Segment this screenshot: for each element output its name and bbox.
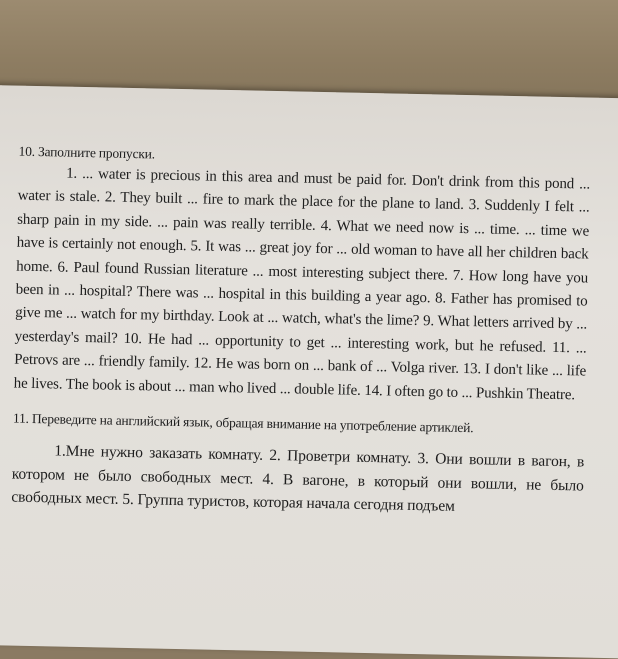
textbook-page (0, 85, 618, 658)
exercise-10-text (13, 162, 590, 408)
exercise-11-body: 1.Мне нужно заказать комнату. 2. Проветри комнату. 3. Они вошли в вагон, в котором не было свободных мест. 4. В вагоне, в который они вошли, не было свободных мест. 5. Группа туристов, которая начала сегодня подъем (11, 442, 585, 516)
exercise-11-heading: 11. Переведите на английский язык, обращая внимание на употребление артиклей. (12, 410, 474, 436)
exercise-10-heading: 10. Заполните пропуски. (18, 143, 156, 162)
page-content (11, 144, 591, 522)
exercise-10-body: 1. ... water is precious in this area and must be paid for. Don't drink from this pond ... water is stale. 2. They built ... fire to mark the place for the plane to land. 3. Suddenly I felt ... sharp pain in my side. ... pain was really terrible. 4. What we need now is ... time. ... time we have is certainly not enough. 5. It was ... great joy for ... old woman to have all her children back home. 6. Paul found Russian literature ... most interesting subject there. 7. How long have you been in ... hospital? There was ... hospital in this building a year ago. 8. Father has promised to give me ... watch for my birthday. Look at ... watch, what's the lime? 9. What letters arrived by ... yesterday's mail? 10. He had ... opportunity to get ... interesting work, but he refused. 11. ... Petrovs are ... friendly family. 12. He was born on ... bank of ... Volga river. 13. I don't like ... life he lives. The book is about ... man who lived ... double life. 14. I often go to ... Pushkin Theatre. (13, 165, 591, 403)
table-background (0, 0, 618, 100)
exercise-11-text (11, 439, 584, 522)
